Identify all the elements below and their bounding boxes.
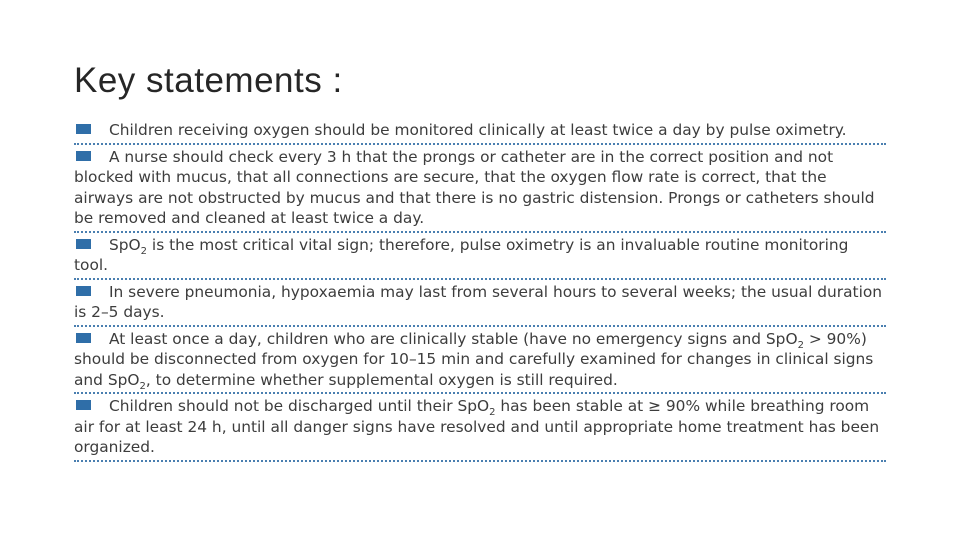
subscript: 2 <box>140 245 148 257</box>
square-bullet-icon <box>76 286 91 296</box>
subscript: 2 <box>797 339 804 351</box>
statement-item <box>74 394 886 462</box>
statement-text: Children receiving oxygen should be monitored clinically at least twice a day by pulse oximetry. <box>109 121 847 139</box>
slide-title: Key statements : <box>74 61 343 100</box>
square-bullet-icon <box>76 400 91 410</box>
text-segment: At least once a day, children who are clinically stable (have no emergency signs and SpO <box>109 329 798 348</box>
text-segment: has been stable at ≥ 90% while breathing room air for at least 24 h, until all danger signs have resolved and until appropriate home treatment has been organized. <box>74 397 880 456</box>
square-bullet-icon <box>76 151 91 161</box>
statement-item <box>74 327 886 395</box>
square-bullet-icon <box>76 239 91 249</box>
statement-item <box>74 145 886 233</box>
key-statements-list <box>74 118 886 462</box>
square-bullet-icon <box>76 124 91 134</box>
statement-text <box>74 329 874 392</box>
statement-item <box>74 280 886 327</box>
statement-text <box>74 236 848 275</box>
statement-text: A nurse should check every 3 h that the prongs or catheter are in the correct position and not blocked with mucus, that all connections are secure, that the oxygen flow rate is correct, that the airways are not obstructed by mucus and that there is no gastric distension. Prongs or catheters should be removed and cleaned at least twice a day. <box>74 147 875 227</box>
square-bullet-icon <box>76 333 91 343</box>
subscript: 2 <box>489 407 496 418</box>
text-segment: Children should not be discharged until their SpO <box>109 397 490 415</box>
text-segment: > 90%) should be disconnected from oxygen for 10–15 min and carefully examined for changes in clinical signs and SpO <box>74 329 874 389</box>
statement-item <box>74 118 886 145</box>
text-segment: SpO <box>109 235 141 254</box>
statement-text <box>74 397 879 456</box>
subscript: 2 <box>139 380 146 392</box>
statement-text: In severe pneumonia, hypoxaemia may last from several hours to several weeks; the usual duration is 2–5 days. <box>74 282 883 321</box>
text-segment: is the most critical vital sign; therefore, pulse oximetry is an invaluable routine monitoring tool. <box>74 235 849 274</box>
statement-item <box>74 233 886 280</box>
text-segment: , to determine whether supplemental oxygen is still required. <box>145 370 618 389</box>
